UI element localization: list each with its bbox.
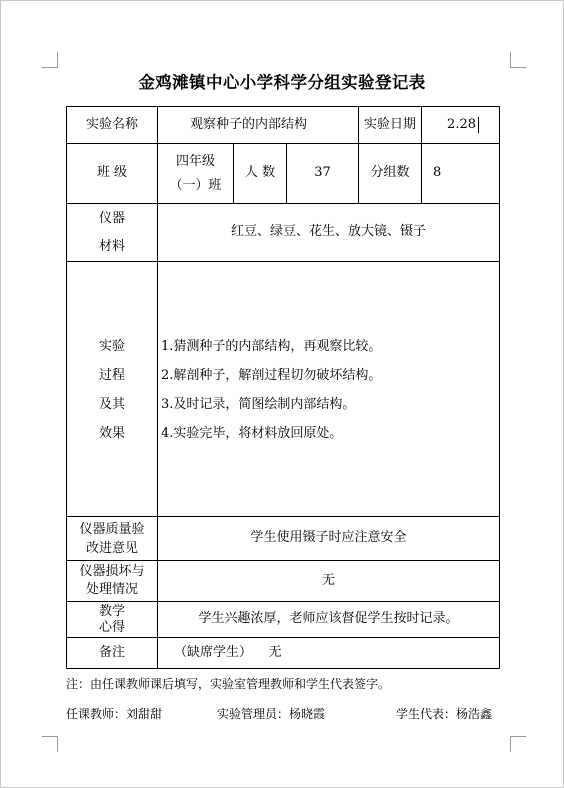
process-label-line: 过程 — [98, 368, 125, 383]
process-steps[interactable] — [161, 332, 381, 448]
remark-value[interactable]: （缺席学生） 无 — [174, 644, 282, 660]
experiment-date-value: 2.28 — [447, 116, 476, 132]
crop-mark-bottom-left — [42, 736, 58, 752]
class-value-line2: （一）班 — [169, 177, 222, 193]
damage-value[interactable]: 无 — [321, 572, 335, 588]
crop-mark-top-left — [42, 52, 58, 68]
quality-label-line1: 仪器质量验 — [79, 521, 145, 537]
process-step: 1.猜测种子的内部结构，再观察比较。 — [161, 339, 382, 354]
class-value[interactable] — [158, 144, 233, 203]
document-title[interactable]: 金鸡滩镇中心小学科学分组实验登记表 — [138, 73, 426, 92]
instruments-label — [67, 204, 157, 261]
process-step: 3.及时记录，简图绘制内部结构。 — [161, 397, 356, 412]
manager-signature[interactable]: 实验管理员：杨晓霞 — [217, 707, 326, 721]
instruments-label-line2: 材料 — [98, 238, 125, 254]
experiment-date-field[interactable] — [422, 107, 499, 143]
damage-label — [67, 561, 157, 601]
class-label: 班 级 — [96, 165, 128, 181]
experiment-name-value[interactable]: 观察种子的内部结构 — [190, 116, 308, 132]
quality-value[interactable]: 学生使用镊子时应注意安全 — [250, 530, 407, 546]
process-label-line: 效果 — [98, 426, 125, 441]
teacher-signature[interactable]: 任课教师：刘甜甜 — [66, 707, 163, 721]
instruments-value[interactable]: 红豆、绿豆、花生、放大镜、镊子 — [230, 224, 426, 240]
teaching-label — [67, 602, 157, 637]
count-label: 人 数 — [244, 165, 276, 181]
process-label-line: 及其 — [98, 397, 125, 412]
quality-label-line2: 改进意见 — [85, 540, 138, 556]
damage-label-line2: 处理情况 — [85, 582, 138, 597]
count-value[interactable]: 37 — [314, 165, 331, 181]
damage-label-line1: 仪器损坏与 — [79, 564, 145, 579]
teaching-label-line2: 心得 — [98, 619, 125, 635]
process-step: 2.解剖种子，解剖过程切勿破坏结构。 — [161, 368, 382, 383]
crop-mark-bottom-right — [510, 736, 526, 752]
teaching-label-line1: 教学 — [98, 603, 125, 619]
groups-label: 分组数 — [370, 165, 410, 181]
remark-label: 备注 — [98, 644, 125, 660]
quality-label — [67, 517, 157, 560]
teaching-value[interactable]: 学生兴趣浓厚，老师应该督促学生按时记录。 — [198, 611, 459, 627]
student-rep-signature[interactable]: 学生代表：杨浩鑫 — [396, 707, 493, 721]
class-value-line1: 四年级 — [175, 153, 215, 169]
process-label-line: 实验 — [98, 339, 125, 354]
footer-note: 注：由任课教师课后填写，实验室管理教师和学生代表签字。 — [66, 677, 391, 691]
instruments-label-line1: 仪器 — [98, 210, 125, 226]
groups-value[interactable]: 8 — [433, 165, 442, 181]
process-step: 4.实验完毕，将材料放回原处。 — [161, 426, 343, 441]
text-cursor — [478, 117, 479, 133]
experiment-date-label: 实验日期 — [363, 116, 416, 132]
experiment-name-label: 实验名称 — [85, 116, 138, 132]
crop-mark-top-right — [510, 52, 526, 68]
process-label — [67, 332, 157, 448]
